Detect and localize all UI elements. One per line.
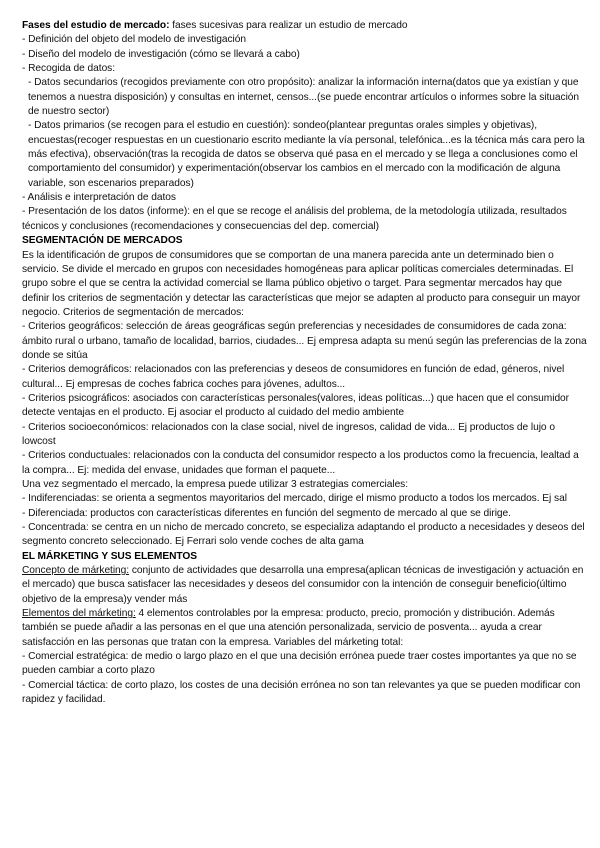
elementos-text: 4 elementos controlables por la empresa: producto, precio, promoción y distribución. Además también se puede añadir a las personas en el que una atención personalizada, servicio de posventa... ayuda a crear satisfacción en las personas que tratan con la empresa. Variables del márketing total: [22, 608, 555, 648]
fases-title: Fases del estudio de mercado: [22, 20, 170, 31]
fases-item: - Diseño del modelo de investigación (cómo se llevará a cabo) [22, 48, 300, 60]
concepto-text: conjunto de actividades que desarrolla una empresa(aplican técnicas de investigación y actuación en el mercado) que busca satisfacer las necesidades y deseos del consumidor con la intención de conseguir beneficio(último objetivo de la empresa)y vender más [22, 565, 584, 605]
concepto-paragraph [22, 564, 588, 607]
datos-primarios: - Datos primarios (se recogen para el estudio en cuestión): sondeo(plantear preguntas orales simples y objetivas), encuestas(recoger respuestas en un cuestionario escrito mediante la vía personal, telefónica...es la técnica más cara pero la más efectiva), observación(tras la recogida de datos se observa qué pasa en el mercado y se llega a conclusiones como el comportamiento del consumidor) y experimentación(observar los cambios en el mercado con la modificación de alguna variable, son escenarios preparados) [28, 120, 585, 189]
fases-intro: fases sucesivas para realizar un estudio de mercado [169, 20, 408, 31]
concepto-label: Concepto de márketing: [22, 565, 130, 577]
fases-paragraph [22, 19, 588, 33]
datos-secundarios: - Datos secundarios (recogidos previamente con otro propósito): analizar la información interna(datos que ya existían y que tenemos a nuestra disposición) y consultas en internet, censos...(se puede encontrar artículos o informes sobre la situación de nuestro sector) [28, 77, 580, 118]
segmentacion-intro: Es la identificación de grupos de consumidores que se comportan de una manera parecida ante un determinado bien o servicio. Se divide el mercado en grupos con necesidades homogéneas para aplicar políticas comerciales determinadas. El grupo sobre el que se centra la actividad comercial se llama público objetivo o target. Para segmentar mercados hay que definir los criterios de segmentación y detectar las características que mejor se adapten al producto para conseguir un mayor negocio. Criterios de segmentación de mercados: [22, 249, 581, 318]
segmentacion-heading: SEGMENTACIÓN DE MERCADOS [22, 235, 183, 247]
estrategia-item: - Concentrada: se centra en un nicho de mercado concreto, se especializa adaptando el producto a necesidades y deseos del segmento concreto seleccionado. Ej Ferrari solo vende coches de alta gama [22, 522, 585, 548]
fases-analisis: - Análisis e interpretación de datos [22, 192, 176, 204]
criterio-item: - Criterios demográficos: relacionados con las preferencias y deseos de consumidores en función de edad, géneros, nivel cultural... Ej empresas de coches fabrica coches para jóvenes, adultos... [22, 364, 565, 390]
criterio-item: - Criterios geográficos: selección de áreas geográficas según preferencias y necesidades de consumidores de cada zona: ámbito rural o urbano, tamaño de localidad, barrios, ciudades... Ej empresa adapta su menú según las preferencias de la zona donde se sitúa [22, 321, 587, 361]
criterio-item: - Criterios socioeconómicos: relacionados con la clase social, nivel de ingresos, calidad de vida... Ej productos de lujo o lowcost [22, 421, 555, 447]
fases-item: - Definición del objeto del modelo de investigación [22, 34, 246, 46]
elementos-paragraph [22, 607, 588, 650]
fases-item: - Recogida de datos: [22, 63, 116, 75]
variable-item: - Comercial estratégica: de medio o largo plazo en el que una decisión errónea puede traer costes importantes ya que no se pueden cambiar a corto plazo [22, 651, 577, 677]
estrategias-intro: Una vez segmentado el mercado, la empresa puede utilizar 3 estrategias comerciales: [22, 479, 409, 490]
estrategia-item: - Indiferenciadas: se orienta a segmentos mayoritarios del mercado, dirige el mismo producto a todos los mercados. Ej sal [22, 493, 567, 505]
estrategia-item: - Diferenciada: productos con características diferentes en función del segmento de mercado al que se dirige. [22, 507, 511, 519]
criterio-item: - Criterios conductuales: relacionados con la conducta del consumidor respecto a los productos como la frecuencia, lealtad a la compra... Ej: medida del envase, unidades que forman el paquete... [22, 450, 579, 476]
marketing-heading: EL MÁRKETING Y SUS ELEMENTOS [22, 550, 198, 562]
elementos-label: Elementos del márketing: [22, 608, 136, 620]
document-page [22, 19, 588, 708]
fases-presentacion: - Presentación de los datos (informe): en el que se recoge el análisis del problema, de la metodología utilizada, resultados técnicos y conclusiones (recomendaciones y consecuencias del dep. comercial) [22, 206, 567, 232]
criterio-item: - Criterios psicográficos: asociados con características personales(valores, ideas políticas...) que hacen que el consumidor detecte ventajas en el producto. Ej asociar el producto al cuidado del medio ambiente [22, 392, 570, 419]
variable-item: - Comercial táctica: de corto plazo, los costes de una decisión errónea no son tan relevantes ya que se pueden modificar con rapidez y facilidad. [22, 679, 581, 706]
